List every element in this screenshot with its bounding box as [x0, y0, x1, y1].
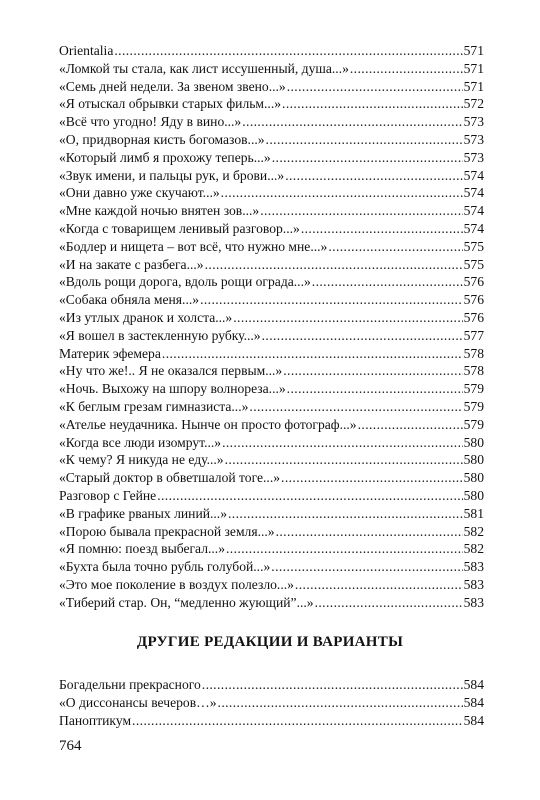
- dot-leader: [162, 345, 463, 363]
- toc-entry: [59, 540, 484, 558]
- entry-title: «Бухта была точно рубль голубой...»: [59, 559, 271, 575]
- dot-leader: [233, 309, 462, 327]
- entry-page-number: 575: [463, 256, 484, 272]
- entry-title: «О, придворная кисть богомазов...»: [59, 131, 265, 147]
- dot-leader: [202, 676, 463, 694]
- toc-entry: [59, 362, 484, 380]
- entry-page-number: 582: [463, 523, 484, 539]
- entry-title: Материк эфемера: [59, 345, 161, 361]
- dot-leader: [157, 487, 462, 505]
- dot-leader: [358, 416, 463, 434]
- entry-title: «Когда все люди изомрут...»: [59, 434, 222, 450]
- entry-page-number: 578: [463, 345, 484, 361]
- dot-leader: [205, 256, 463, 274]
- dot-leader: [200, 291, 463, 309]
- entry-title: «Ателье неудачника. Нынче он просто фотограф...»: [59, 416, 357, 432]
- entry-title: «Из утлых дранок и холста...»: [59, 309, 233, 325]
- toc-entry: [59, 95, 484, 113]
- toc-entry: [59, 523, 484, 541]
- entry-page-number: 574: [463, 220, 484, 236]
- entry-page-number: 584: [463, 677, 484, 692]
- entry-page-number: 573: [463, 149, 484, 165]
- dot-leader: [271, 558, 462, 576]
- dot-leader: [285, 167, 462, 185]
- entry-page-number: 576: [463, 309, 484, 325]
- entry-title: «Семь дней недели. За звеном звено...»: [59, 78, 286, 94]
- entry-title: «Вдоль рощи дорога, вдоль рощи ограда...»: [59, 274, 311, 290]
- toc-entry: [59, 238, 484, 256]
- toc-entry: [59, 256, 484, 274]
- dot-leader: [287, 78, 463, 96]
- entry-title: «Который лимб я прохожу теперь...»: [59, 149, 271, 165]
- entry-title: «Ломкой ты стала, как лист иссушенный, душа...»: [59, 60, 349, 76]
- entry-title: «Всё что угодно! Яду в вино...»: [59, 114, 242, 130]
- dot-leader: [218, 694, 463, 712]
- entry-page-number: 573: [463, 131, 484, 147]
- toc-entry: [59, 594, 484, 612]
- entry-page-number: 582: [463, 541, 484, 557]
- entry-title: «Бодлер и нищета – вот всё, что нужно мне...»: [59, 238, 328, 254]
- entry-page-number: 584: [463, 694, 484, 710]
- entry-page-number: 579: [463, 381, 484, 397]
- entry-title: Богадельни прекрасного: [59, 677, 201, 692]
- toc-entry: [59, 451, 484, 469]
- toc-entry: [59, 113, 484, 131]
- toc-entry: [59, 345, 484, 363]
- entry-title: «Когда с товарищем ленивый разговор...»: [59, 220, 300, 236]
- dot-leader: [266, 131, 463, 149]
- toc-entry: [59, 220, 484, 238]
- entry-page-number: 574: [463, 185, 484, 201]
- entry-page-number: 576: [463, 274, 484, 290]
- toc-entry: [59, 60, 484, 78]
- section-heading: ДРУГИЕ РЕДАКЦИИ И ВАРИАНТЫ: [136, 634, 404, 650]
- entry-title: «Порою бывала прекрасной земля...»: [59, 523, 275, 539]
- entry-page-number: 576: [463, 292, 484, 308]
- entry-page-number: 572: [463, 96, 484, 112]
- entry-page-number: 574: [463, 167, 484, 183]
- page-number: 764: [59, 738, 82, 754]
- dot-leader: [132, 712, 463, 730]
- entry-page-number: 584: [463, 712, 484, 728]
- toc-entry: [59, 327, 484, 345]
- toc-entry: [59, 558, 484, 576]
- toc-entry: [59, 291, 484, 309]
- dot-leader: [222, 434, 463, 452]
- toc-entry: [59, 184, 484, 202]
- toc-entry: [59, 309, 484, 327]
- toc-entry: [59, 416, 484, 434]
- entry-page-number: 580: [463, 487, 484, 503]
- entry-title: Orientalia: [59, 43, 114, 58]
- entry-title: «И на закате с разбега...»: [59, 256, 204, 272]
- dot-leader: [114, 42, 462, 60]
- variants-contents: [59, 676, 484, 729]
- entry-page-number: 583: [463, 576, 484, 592]
- entry-page-number: 583: [463, 594, 484, 610]
- toc-entry: [59, 380, 484, 398]
- entry-title: «Я помню: поезд выбегал...»: [59, 541, 225, 557]
- entry-title: «Звук имени, и пальцы рук, и брови...»: [59, 167, 285, 183]
- toc-entry: [59, 78, 484, 96]
- entry-page-number: 574: [463, 203, 484, 219]
- dot-leader: [295, 576, 463, 594]
- dot-leader: [249, 398, 462, 416]
- entry-page-number: 580: [463, 470, 484, 486]
- entry-title: «Ночь. Выхожу на шпору волнореза...»: [59, 381, 286, 397]
- entry-title: «Они давно уже скучают...»: [59, 185, 220, 201]
- table-of-contents: [59, 42, 484, 612]
- entry-page-number: 579: [463, 416, 484, 432]
- dot-leader: [315, 594, 463, 612]
- entry-page-number: 577: [463, 327, 484, 343]
- dot-leader: [226, 540, 463, 558]
- entry-page-number: 580: [463, 452, 484, 468]
- toc-entry: [59, 398, 484, 416]
- toc-entry: [59, 505, 484, 523]
- entry-title: «К чему? Я никуда не еду...»: [59, 452, 224, 468]
- dot-leader: [221, 184, 463, 202]
- dot-leader: [282, 95, 463, 113]
- entry-title: «Тиберий стар. Он, “медленно жующий”...»: [59, 594, 314, 610]
- toc-entry: [59, 434, 484, 452]
- entry-page-number: 573: [463, 114, 484, 130]
- toc-entry: [59, 202, 484, 220]
- entry-title: «К беглым грезам гимназиста...»: [59, 398, 249, 414]
- dot-leader: [301, 220, 463, 238]
- toc-entry: [59, 273, 484, 291]
- entry-title: «Старый доктор в обветшалой тоге...»: [59, 470, 281, 486]
- entry-page-number: 571: [463, 78, 484, 94]
- toc-entry: [59, 576, 484, 594]
- entry-title: «Ну что же!.. Я не оказался первым...»: [59, 363, 283, 379]
- dot-leader: [242, 113, 462, 131]
- dot-leader: [225, 451, 463, 469]
- entry-page-number: 578: [463, 363, 484, 379]
- dot-leader: [328, 238, 462, 256]
- dot-leader: [312, 273, 463, 291]
- entry-page-number: 579: [463, 398, 484, 414]
- dot-leader: [283, 362, 462, 380]
- entry-title: «В графике рваных линий...»: [59, 505, 227, 521]
- entry-page-number: 583: [463, 559, 484, 575]
- dot-leader: [228, 505, 463, 523]
- entry-page-number: 571: [463, 43, 484, 58]
- dot-leader: [272, 149, 463, 167]
- entry-page-number: 581: [463, 505, 484, 521]
- toc-entry: [59, 167, 484, 185]
- entry-page-number: 571: [463, 60, 484, 76]
- entry-title: «Собака обняла меня...»: [59, 292, 200, 308]
- toc-entry: [59, 694, 484, 712]
- dot-leader: [276, 523, 463, 541]
- toc-entry: [59, 676, 484, 694]
- entry-title: Паноптикум: [59, 712, 132, 728]
- dot-leader: [281, 469, 463, 487]
- entry-title: «Мне каждой ночью внятен зов...»: [59, 203, 260, 219]
- entry-title: «О диссонансы вечеров…»: [59, 694, 217, 710]
- toc-entry: [59, 42, 484, 60]
- entry-title: «Это мое поколение в воздух полезло...»: [59, 576, 294, 592]
- toc-entry: [59, 469, 484, 487]
- entry-title: «Я вошел в застекленную рубку...»: [59, 327, 261, 343]
- entry-title: «Я отыскал обрывки старых фильм...»: [59, 96, 282, 112]
- dot-leader: [260, 202, 462, 220]
- entry-title: Разговор с Гейне: [59, 487, 157, 503]
- toc-entry: [59, 149, 484, 167]
- dot-leader: [287, 380, 463, 398]
- toc-entry: [59, 712, 484, 730]
- entry-page-number: 580: [463, 434, 484, 450]
- toc-entry: [59, 487, 484, 505]
- dot-leader: [350, 60, 463, 78]
- toc-entry: [59, 131, 484, 149]
- entry-page-number: 575: [463, 238, 484, 254]
- dot-leader: [262, 327, 463, 345]
